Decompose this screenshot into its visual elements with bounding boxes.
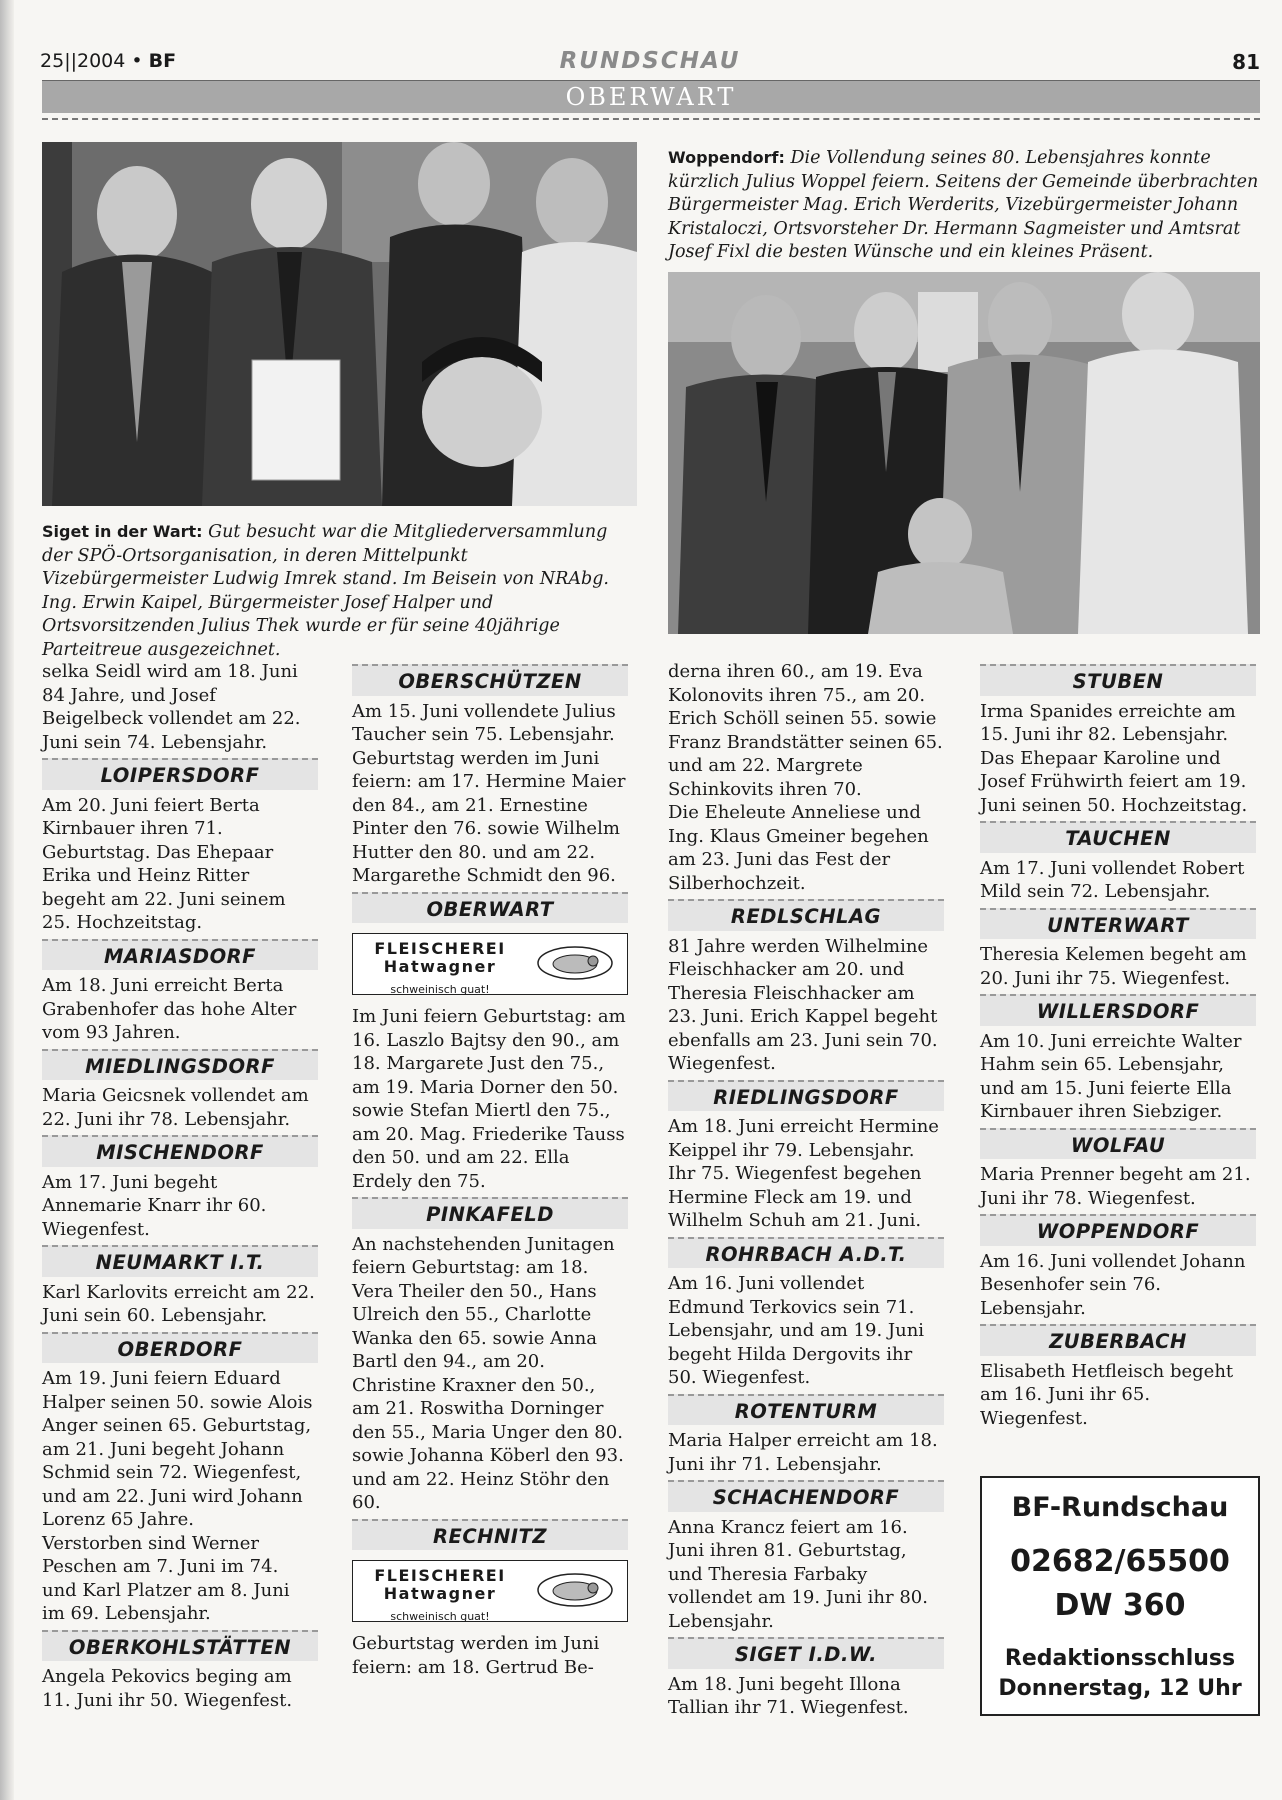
section-heading-neumarkt: NEUMARKT I.T.	[42, 1245, 318, 1277]
article-text: Maria Prenner begeht am 21. Juni ihr 78. Wiegenfest.	[980, 1164, 1251, 1209]
issue-brand: BF	[148, 50, 177, 72]
article-text: Karl Karlovits erreicht am 22. Juni sein 60. Lebensjahr.	[42, 1281, 315, 1326]
page-binding-shadow	[0, 0, 14, 1800]
article-text: Verstorben sind Werner Peschen am 7. Juni im 74. und Karl Platzer am 8. Juni im 69. Lebensjahr.	[42, 1532, 290, 1624]
article-text: Theresia Kelemen begeht am 20. Juni ihr 75. Wiegenfest.	[980, 944, 1247, 989]
contact-title: BF-Rundschau	[1011, 1492, 1229, 1523]
issue-number: 25	[40, 50, 65, 72]
section-heading-oberwart: OBERWART	[352, 892, 628, 924]
caption-woppendorf-lead: Woppendorf:	[668, 148, 785, 167]
section-heading-mischendorf: MISCHENDORF	[42, 1135, 318, 1167]
article-text: Am 20. Juni feiert Berta Kirnbauer ihren 71. Geburtstag. Das Ehepaar Erika und Heinz Ritter begeht am 22. Juni seinem 25. Hochzeitstag.	[42, 794, 286, 933]
article-text: Geburtstag werden im Juni feiern: am 18. Gertrud Be-	[352, 1633, 600, 1678]
article-text: 81 Jahre werden Wilhelmine Fleischhacker am 20. und Theresia Fleischhacker am 23. Juni. Erich Kappel begeht ebenfalls am 23. Juni sein 70. Wiegenfest.	[668, 935, 938, 1074]
article-text: selka Seidl wird am 18. Juni 84 Jahre, und Josef Beigelbeck vollendet am 22. Juni sein 74. Lebensjahr.	[42, 661, 301, 753]
column-2	[352, 660, 628, 1679]
advertisement-fleischerei	[352, 933, 628, 995]
section-heading-pinkafeld: PINKAFELD	[352, 1197, 628, 1229]
article-text: Am 17. Juni begeht Annemarie Knarr ihr 60. Wiegenfest.	[42, 1171, 267, 1240]
section-heading-rohrbach: ROHRBACH A.D.T.	[668, 1237, 944, 1269]
article-text: Im Juni feiern Geburtstag: am 16. Laszlo Bajtsy den 90., am 18. Margarete Just den 75., am 19. Maria Dorner den 50. sowie Stefan Miertl den 75., am 20. Mag. Friederike Tauss den 50. und am 22. Ella Erdely den 75.	[352, 1006, 626, 1192]
article-text: Maria Geicsnek vollendet am 22. Juni ihr 78. Lebensjahr.	[42, 1085, 309, 1130]
section-heading-riedlingsdorf: RIEDLINGSDORF	[668, 1080, 944, 1112]
article-text: Am 19. Juni feiern Eduard Halper seinen 50. sowie Alois Anger seinen 65. Geburtstag, am 21. Juni begeht Johann Schmid sein 72. Wiegenfest, und am 22. Juni wird Johann Lorenz 65 Jahre.	[42, 1368, 313, 1530]
deadline-label: Redaktionsschluss	[1004, 1646, 1236, 1671]
contact-box	[980, 1476, 1260, 1716]
section-divider	[42, 118, 1260, 120]
section-heading-wolfau: WOLFAU	[980, 1128, 1256, 1160]
caption-woppendorf-body: Die Vollendung seines 80. Lebensjahres konnte kürzlich Julius Woppel feiern. Seitens der Gemeinde überbrachten Bürgermeister Mag. Erich Werderits, Vizebürgermeister Johann Kristaloczi, Ortsvorsteher Dr. Hermann Sagmeister und Amtsrat Josef Fixl die besten Wünsche und ein kleines Präsent.	[668, 148, 1259, 262]
caption-siget	[42, 520, 637, 662]
section-heading-stuben: STUBEN	[980, 664, 1256, 696]
ad-company-name	[365, 1567, 515, 1603]
ad-slogan: schweinisch guat!	[390, 983, 490, 996]
section-heading-oberkohlstaetten: OBERKOHLSTÄTTEN	[42, 1630, 318, 1662]
section-heading-unterwart: UNTERWART	[980, 908, 1256, 940]
article-text: Irma Spanides erreichte am 15. Juni ihr 82. Lebensjahr. Das Ehepaar Karoline und Josef Frühwirth feiert am 19. Juni seinen 50. Hochzeitstag.	[980, 700, 1248, 816]
article-text: Am 16. Juni vollendet Edmund Terkovics sein 71. Lebensjahr, und am 19. Juni begeht Hilda Dergovits ihr 50. Wiegenfest.	[668, 1273, 925, 1388]
ad-line2: Hatwagner	[383, 957, 497, 976]
section-heading-woppendorf: WOPPENDORF	[980, 1214, 1256, 1246]
ad-line1: FLEISCHEREI	[374, 1566, 506, 1585]
page-header	[40, 48, 1260, 78]
caption-woppendorf	[668, 146, 1260, 265]
article-text: Maria Halper erreicht am 18. Juni ihr 71. Lebensjahr.	[668, 1430, 938, 1475]
section-heading-rechnitz: RECHNITZ	[352, 1519, 628, 1551]
contact-extension: DW 360	[1054, 1588, 1186, 1623]
article-text: Angela Pekovics beging am 11. Juni ihr 50. Wiegenfest.	[42, 1666, 293, 1711]
deadline-value: Donnerstag, 12 Uhr	[998, 1676, 1242, 1701]
photo-siget-meeting	[42, 142, 637, 506]
issue-separator: ||	[64, 50, 77, 72]
caption-siget-body: Gut besucht war die Mitgliederversammlung der SPÖ-Ortsorganisation, in deren Mittelpunkt Vizebürgermeister Ludwig Imrek stand. Im Beisein von NRAbg. Ing. Erwin Kaipel, Bürgermeister Josef Halper und Ortsvorsitzenden Julius Thek wurde er für seine 40jährige Parteitreue ausgezeichnet.	[42, 522, 609, 660]
article-text: Am 10. Juni erreichte Walter Hahm sein 65. Lebensjahr, und am 15. Juni feierte Ella Kirnbauer ihren Siebziger.	[980, 1030, 1242, 1122]
issue-year: 2004	[77, 50, 126, 72]
column-1	[42, 660, 318, 1712]
section-heading-tauchen: TAUCHEN	[980, 821, 1256, 853]
article-text: An nachstehenden Junitagen feiern Geburtstag: am 18. Vera Theiler den 50., Hans Ulreich den 55., Charlotte Wanka den 65. sowie Anna Bartl den 94., am 20. Christine Kraxner den 50., am 21. Roswitha Dorninger den 55., Maria Unger den 80. sowie Johanna Köberl den 93. und am 22. Heinz Stöhr den 60.	[352, 1233, 624, 1513]
section-heading-willersdorf: WILLERSDORF	[980, 994, 1256, 1026]
section-heading-redlschlag: REDLSCHLAG	[668, 899, 944, 931]
issue-bullet: •	[131, 50, 143, 72]
contact-phone: 02682/65500	[1010, 1544, 1230, 1579]
article-text: Am 18. Juni erreicht Hermine Keippel ihr 79. Lebensjahr. Ihr 75. Wiegenfest begehen Hermine Fleck am 19. und Wilhelm Schuh am 21. Juni.	[668, 1116, 939, 1231]
pig-icon	[535, 1571, 615, 1609]
advertisement-fleischerei-2	[352, 1560, 628, 1622]
section-heading-oberschuetzen: OBERSCHÜTZEN	[352, 664, 628, 696]
section-heading-miedlingsdorf: MIEDLINGSDORF	[42, 1049, 318, 1081]
ad-slogan: schweinisch guat!	[390, 1610, 490, 1623]
section-heading-oberdorf: OBERDORF	[42, 1332, 318, 1364]
article-text: Am 15. Juni vollendete Julius Taucher sein 75. Lebensjahr. Geburtstag werden im Juni feiern: am 17. Hermine Maier den 84., am 21. Ernestine Pinter den 76. sowie Wilhelm Hutter den 80. und am 22. Margarethe Schmidt den 96.	[352, 700, 626, 886]
section-heading-loipersdorf: LOIPERSDORF	[42, 758, 318, 790]
article-text: Elisabeth Hetfleisch begeht am 16. Juni ihr 65. Wiegenfest.	[980, 1360, 1234, 1429]
article-text: Am 18. Juni begeht Illona Tallian ihr 71. Wiegenfest.	[668, 1673, 909, 1718]
caption-siget-lead: Siget in der Wart:	[42, 522, 203, 541]
section-band	[42, 80, 1260, 113]
article-text: Am 18. Juni erreicht Berta Grabenhofer das hohe Alter vom 93 Jahren.	[42, 975, 297, 1043]
ad-line1: FLEISCHEREI	[374, 939, 506, 958]
section-heading-schachendorf: SCHACHENDORF	[668, 1480, 944, 1512]
section-title: OBERWART	[565, 83, 737, 111]
page-number: 81	[1232, 50, 1260, 74]
column-4	[980, 660, 1256, 1430]
section-heading-zuberbach: ZUBERBACH	[980, 1324, 1256, 1356]
photo-siget-image	[42, 142, 637, 506]
article-text: Am 17. Juni vollendet Robert Mild sein 72. Lebensjahr.	[980, 857, 1245, 902]
article-text: Am 16. Juni vollendet Johann Besenhofer sein 76. Lebensjahr.	[980, 1250, 1246, 1319]
magazine-title: RUNDSCHAU	[559, 48, 741, 74]
article-text: Anna Krancz feiert am 16. Juni ihren 81. Geburtstag, und Theresia Farbaky vollendet am 19. Juni ihr 80. Lebensjahr.	[668, 1516, 928, 1632]
photo-woppendorf-image	[668, 272, 1260, 634]
column-3	[668, 660, 944, 1720]
section-heading-rotenturm: ROTENTURM	[668, 1394, 944, 1426]
ad-line2: Hatwagner	[383, 1584, 497, 1603]
photo-woppendorf-birthday	[668, 272, 1260, 634]
section-heading-mariasdorf: MARIASDORF	[42, 939, 318, 971]
article-text: Die Eheleute Anneliese und Ing. Klaus Gmeiner begehen am 23. Juni das Fest der Silberhochzeit.	[668, 802, 929, 894]
ad-company-name	[365, 940, 515, 976]
section-heading-siget: SIGET I.D.W.	[668, 1637, 944, 1669]
article-text: derna ihren 60., am 19. Eva Kolonovits ihren 75., am 20. Erich Schöll seinen 55. sowie Franz Brandstätter seinen 65. und am 22. Margrete Schinkovits ihren 70.	[668, 661, 943, 800]
pig-icon	[535, 944, 615, 982]
